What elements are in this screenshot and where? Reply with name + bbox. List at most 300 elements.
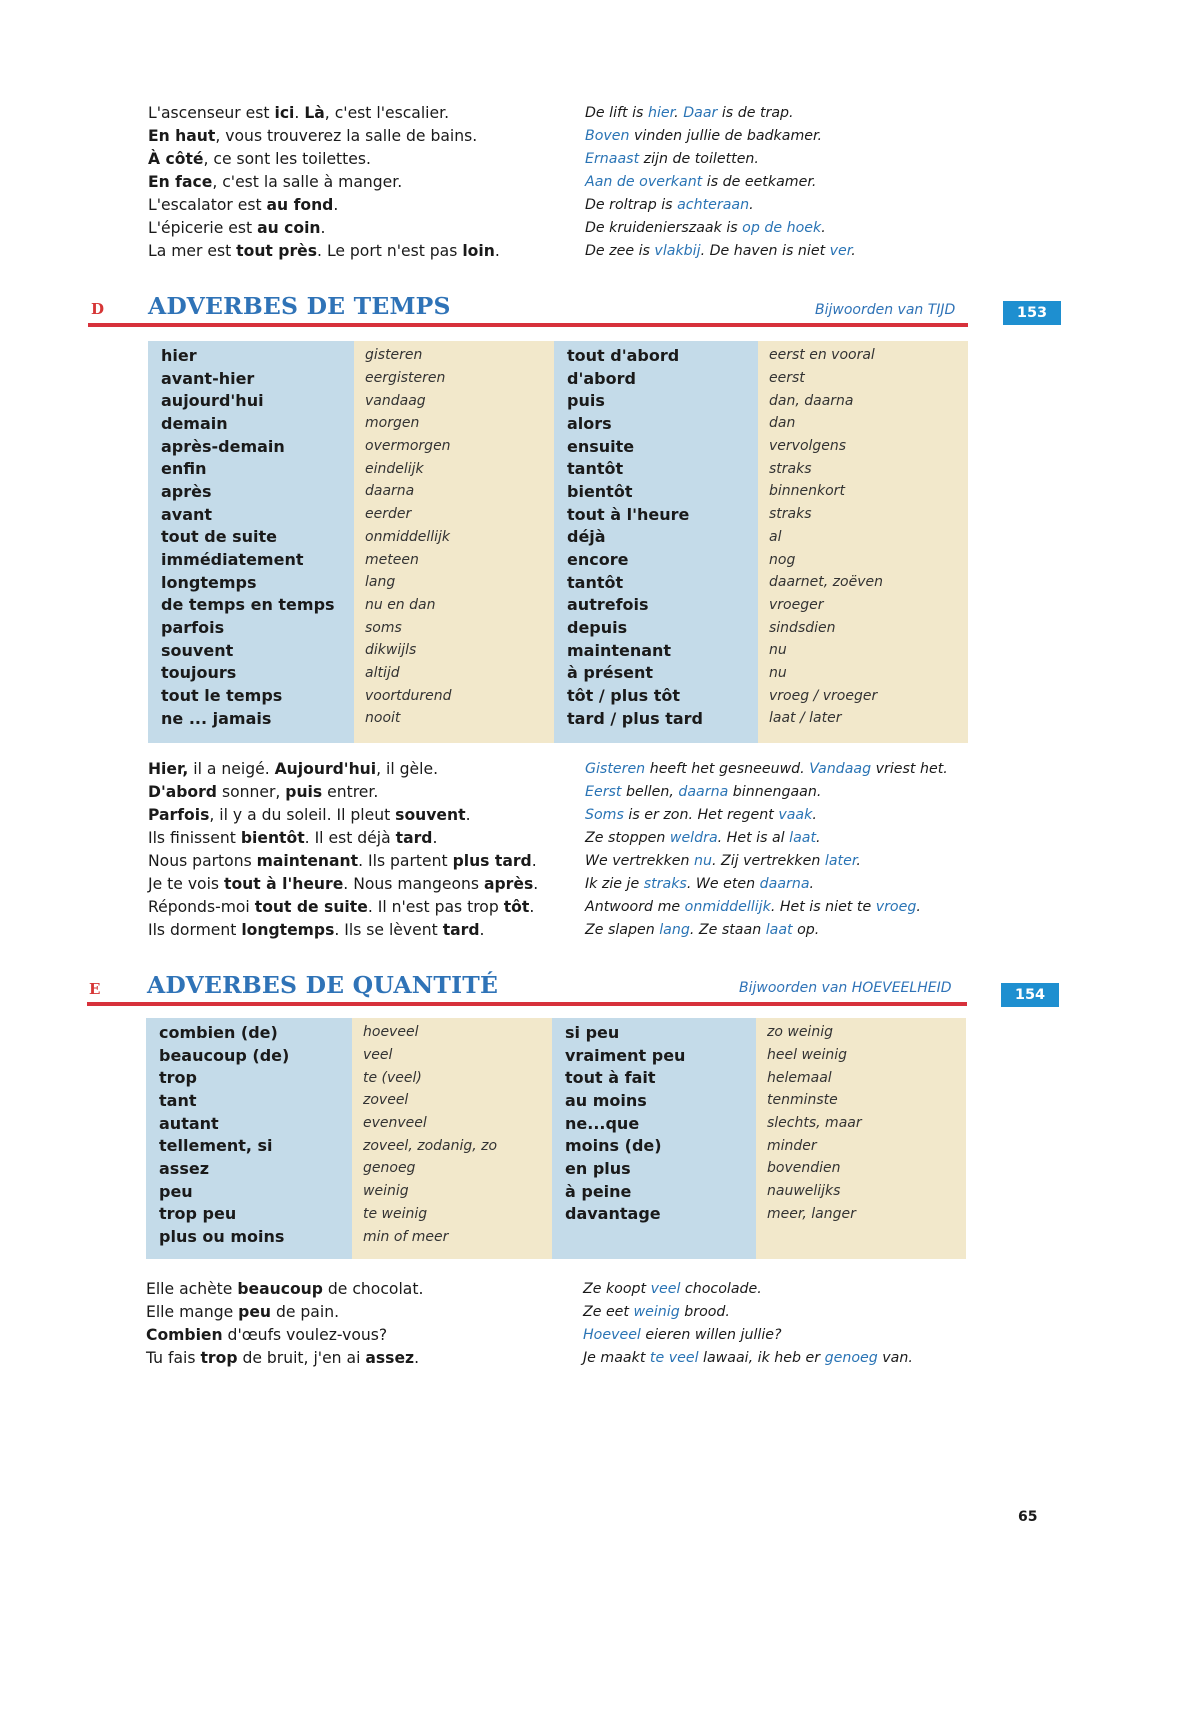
table-cell: de temps en temps — [161, 595, 335, 615]
sentence-text: . — [465, 805, 471, 824]
sentence-text: de bruit, j'en ai — [237, 1348, 366, 1367]
table-cell: soms — [365, 619, 402, 636]
quantity-table-right-fr-column — [552, 1018, 756, 1259]
dutch-translation — [583, 1304, 730, 1320]
table-cell: au moins — [565, 1090, 647, 1110]
highlighted-word: Là — [304, 103, 325, 122]
table-cell: d'abord — [567, 368, 636, 388]
highlighted-word: Combien — [146, 1325, 223, 1344]
table-cell: tantôt — [567, 459, 624, 479]
french-sentence — [146, 1280, 583, 1298]
highlighted-word: laat — [765, 921, 793, 938]
sentence-pair — [146, 1300, 966, 1323]
table-cell: meer, langer — [767, 1205, 856, 1222]
table-cell: hoeveel — [363, 1024, 419, 1041]
sentence-text: . — [320, 218, 326, 237]
sentence-text: chocolade. — [680, 1280, 762, 1297]
french-sentence — [148, 783, 585, 801]
quantity-adverbs-table — [146, 1018, 966, 1256]
highlighted-word: tout de suite — [254, 897, 368, 916]
sentence-text: . Ze staan — [689, 921, 766, 938]
sentence-text: Ils dorment — [148, 920, 242, 939]
table-cell: autrefois — [567, 595, 649, 615]
highlighted-word: lang — [659, 921, 690, 938]
table-cell: tout de suite — [161, 527, 278, 547]
table-cell: après-demain — [161, 436, 285, 456]
french-sentence — [146, 1326, 583, 1344]
quantity-table-left-fr-column — [146, 1018, 352, 1259]
table-cell: voortdurend — [365, 687, 452, 704]
table-cell: déjà — [567, 527, 606, 547]
table-cell: evenveel — [363, 1115, 427, 1132]
sentence-pair — [146, 1323, 966, 1346]
dutch-translation — [585, 853, 861, 869]
table-cell: vroeg / vroeger — [769, 687, 878, 704]
table-cell: plus ou moins — [159, 1227, 285, 1247]
table-cell: peu — [159, 1181, 193, 1201]
sentence-text: . — [812, 806, 817, 823]
time-table-left-fr-column — [148, 341, 354, 743]
sentence-pair — [146, 1277, 966, 1300]
table-cell: avant — [161, 504, 213, 524]
section-title-adverbes-de-temps: ADVERBES DE TEMPS — [148, 292, 451, 320]
table-cell: moins (de) — [565, 1136, 662, 1156]
table-cell: minder — [767, 1137, 817, 1154]
sentence-text: . — [529, 897, 535, 916]
sentence-text: De kruidenierszaak is — [585, 219, 743, 236]
sentence-text: . Le port n'est pas — [317, 241, 463, 260]
dutch-translation — [585, 128, 822, 144]
table-cell: tellement, si — [159, 1136, 273, 1156]
sentence-text: La mer est — [148, 241, 237, 260]
sentence-text: Ze stoppen — [585, 829, 670, 846]
sentence-text: Elle achète — [146, 1279, 238, 1298]
highlighted-word: au fond — [266, 195, 334, 214]
sentence-text: . Il est déjà — [304, 828, 396, 847]
highlighted-word: straks — [643, 875, 687, 892]
highlighted-word: peu — [238, 1302, 271, 1321]
table-cell: davantage — [565, 1204, 661, 1224]
highlighted-word: veel — [650, 1280, 681, 1297]
table-cell: tant — [159, 1090, 197, 1110]
sentence-text: . — [479, 920, 485, 939]
sentence-text: is er zon. Het regent — [623, 806, 779, 823]
sentence-text: Ik zie je — [585, 875, 644, 892]
highlighted-word: Boven — [585, 127, 630, 144]
french-sentence — [148, 829, 585, 847]
sentence-text: . — [294, 103, 305, 122]
dutch-translation — [585, 151, 759, 167]
highlighted-word: ver — [829, 242, 852, 259]
sentence-text: Elle mange — [146, 1302, 239, 1321]
sentence-text: De roltrap is — [585, 196, 678, 213]
table-cell: maintenant — [567, 640, 672, 660]
table-cell: eerder — [365, 506, 412, 523]
table-cell: alors — [567, 413, 612, 433]
sentence-text: . — [809, 875, 815, 892]
table-cell: tout à l'heure — [567, 504, 690, 524]
sentence-pair — [148, 101, 968, 124]
highlighted-word: onmiddellijk — [684, 898, 771, 915]
table-cell: te (veel) — [363, 1069, 422, 1086]
table-cell: tout le temps — [161, 686, 283, 706]
sentence-pair — [148, 849, 968, 872]
table-cell: dikwijls — [365, 642, 417, 659]
sentence-text: . Il n'est pas trop — [367, 897, 504, 916]
dutch-translation — [585, 220, 826, 236]
dutch-translation — [585, 197, 754, 213]
table-cell: à peine — [565, 1181, 632, 1201]
table-cell: assez — [159, 1158, 210, 1178]
table-cell: hier — [161, 345, 197, 365]
highlighted-word: Soms — [585, 806, 624, 823]
sentence-pair — [148, 780, 968, 803]
table-cell: enfin — [161, 459, 207, 479]
sentence-text: bellen, — [621, 783, 679, 800]
highlighted-word: souvent — [395, 805, 466, 824]
table-cell: straks — [769, 506, 812, 523]
table-cell: ne ... jamais — [161, 708, 272, 728]
table-cell: trop peu — [159, 1204, 237, 1224]
table-cell: daarnet, zoëven — [769, 574, 883, 591]
table-cell: morgen — [365, 415, 420, 432]
table-cell: toujours — [161, 663, 237, 683]
table-cell: trop — [159, 1068, 197, 1088]
sentence-text: . Ils se lèvent — [334, 920, 443, 939]
highlighted-word: Hoeveel — [583, 1326, 641, 1343]
table-cell: zo weinig — [767, 1024, 833, 1041]
quantity-table-left-nl-column — [352, 1018, 552, 1259]
highlighted-word: En face — [148, 172, 213, 191]
french-sentence — [146, 1303, 583, 1321]
sentence-text: . — [916, 898, 921, 915]
table-cell: tantôt — [567, 572, 624, 592]
table-cell: bovendien — [767, 1160, 841, 1177]
sentence-text: , il gèle. — [376, 759, 439, 778]
highlighted-word: te veel — [649, 1349, 699, 1366]
highlighted-word: assez — [365, 1348, 415, 1367]
highlighted-word: ici — [274, 103, 295, 122]
highlighted-word: daarna — [678, 783, 729, 800]
sentence-text: Nous partons — [148, 851, 257, 870]
highlighted-word: achteraan — [677, 196, 750, 213]
table-cell: aujourd'hui — [161, 391, 264, 411]
table-cell: genoeg — [363, 1160, 416, 1177]
table-cell: slechts, maar — [767, 1115, 862, 1132]
highlighted-word: weinig — [633, 1303, 680, 1320]
table-cell: vroeger — [769, 596, 824, 613]
french-sentence — [148, 173, 585, 191]
sentence-text: Je te vois — [148, 874, 224, 893]
dutch-translation — [583, 1350, 913, 1366]
sentence-text: . — [821, 219, 826, 236]
section-subtitle-tijd: Bijwoorden van TIJD — [815, 302, 956, 318]
sentence-text: . — [494, 241, 500, 260]
table-cell: nu — [769, 664, 787, 681]
highlighted-word: tout à l'heure — [224, 874, 344, 893]
dutch-translation — [585, 807, 817, 823]
highlighted-word: vroeg — [875, 898, 917, 915]
highlighted-word: D'abord — [148, 782, 217, 801]
highlighted-word: après — [484, 874, 534, 893]
table-cell: meteen — [365, 551, 419, 568]
french-sentence — [148, 760, 585, 778]
sentence-text: . We eten — [686, 875, 760, 892]
sentence-text: . — [533, 874, 539, 893]
french-sentence — [148, 150, 585, 168]
sentence-text: L'ascenseur est — [148, 103, 275, 122]
sentence-text: . — [531, 851, 537, 870]
sentence-text: il a neigé. — [188, 759, 275, 778]
highlighted-word: Ernaast — [585, 150, 640, 167]
time-adverbs-table — [148, 341, 968, 740]
table-cell: tard / plus tard — [567, 708, 703, 728]
sentence-pair — [148, 895, 968, 918]
highlighted-word: Aan de overkant — [585, 173, 703, 190]
highlighted-word: tout près — [236, 241, 318, 260]
french-sentence — [148, 196, 585, 214]
dutch-translation — [585, 830, 821, 846]
table-cell: nooit — [365, 710, 401, 727]
dutch-translation — [585, 876, 814, 892]
sentence-text: Tu fais — [146, 1348, 201, 1367]
dutch-translation — [585, 784, 821, 800]
sentence-text: . — [816, 829, 821, 846]
sentence-text: . Zij vertrekken — [712, 852, 825, 869]
table-cell: longtemps — [161, 572, 257, 592]
sentence-text: . Het is al — [717, 829, 790, 846]
highlighted-word: op de hoek — [742, 219, 822, 236]
section-title-adverbes-de-quantite: ADVERBES DE QUANTITÉ — [147, 971, 499, 999]
sentence-text: vriest het. — [871, 760, 948, 777]
table-cell: daarna — [365, 483, 415, 500]
section-divider-e — [87, 1002, 967, 1006]
sentence-text: L'escalator est — [148, 195, 267, 214]
highlighted-word: hier — [647, 104, 675, 121]
sentence-text: is de trap. — [717, 104, 794, 121]
highlighted-word: Eerst — [585, 783, 622, 800]
table-cell: zoveel, zodanig, zo — [363, 1137, 498, 1154]
sentence-text: . — [432, 828, 438, 847]
dutch-translation — [585, 105, 794, 121]
sentence-text: op. — [792, 921, 820, 938]
sentence-pair — [148, 124, 968, 147]
sentence-text: , il y a du soleil. Il pleut — [209, 805, 396, 824]
section-divider-d — [88, 323, 968, 327]
table-cell: gisteren — [365, 347, 423, 364]
section-number-153: 153 — [1003, 301, 1061, 325]
table-cell: dan, daarna — [769, 392, 854, 409]
table-cell: tout d'abord — [567, 345, 680, 365]
table-cell: combien (de) — [159, 1022, 278, 1042]
sentence-pair — [148, 757, 968, 780]
table-cell: parfois — [161, 618, 225, 638]
highlighted-word: puis — [285, 782, 323, 801]
highlighted-word: En haut — [148, 126, 216, 145]
sentence-text: binnengaan. — [728, 783, 822, 800]
table-cell: depuis — [567, 618, 628, 638]
highlighted-word: longtemps — [241, 920, 335, 939]
highlighted-word: maintenant — [256, 851, 359, 870]
table-cell: vraiment peu — [565, 1045, 686, 1065]
sentence-text: Ze slapen — [585, 921, 660, 938]
sentence-pair — [148, 826, 968, 849]
table-cell: nu — [769, 642, 787, 659]
sentence-text: Ze koopt — [583, 1280, 651, 1297]
dutch-translation — [585, 243, 856, 259]
table-cell: eerst — [769, 370, 805, 387]
highlighted-word: tard — [395, 828, 433, 847]
french-sentence — [148, 242, 585, 260]
sentence-text: , c'est la salle à manger. — [212, 172, 403, 191]
highlighted-word: laat — [789, 829, 817, 846]
highlighted-word: daarna — [759, 875, 810, 892]
french-sentence — [148, 852, 585, 870]
table-cell: ne...que — [565, 1113, 640, 1133]
sentence-text: . — [856, 852, 861, 869]
sentence-text: entrer. — [322, 782, 379, 801]
table-cell: beaucoup (de) — [159, 1045, 290, 1065]
table-cell: après — [161, 481, 212, 501]
table-cell: eerst en vooral — [769, 347, 875, 364]
table-cell: dan — [769, 415, 796, 432]
french-sentence — [148, 875, 585, 893]
french-sentence — [148, 806, 585, 824]
table-cell: bientôt — [567, 481, 633, 501]
table-cell: en plus — [565, 1158, 631, 1178]
table-cell: veel — [363, 1047, 393, 1064]
highlighted-word: Parfois — [148, 805, 210, 824]
table-cell: overmorgen — [365, 438, 451, 455]
highlighted-word: Daar — [683, 104, 718, 121]
table-cell: altijd — [365, 664, 400, 681]
sentence-pair — [148, 193, 968, 216]
sentence-text: Ze eet — [583, 1303, 634, 1320]
quantity-table-right-nl-column — [756, 1018, 966, 1259]
sentence-pair — [148, 239, 968, 262]
top-sentence-block — [148, 101, 968, 262]
table-cell: min of meer — [363, 1228, 449, 1245]
sentence-text: zijn de toiletten. — [639, 150, 759, 167]
table-cell: encore — [567, 550, 629, 570]
table-cell: heel weinig — [767, 1047, 848, 1064]
french-sentence — [148, 898, 585, 916]
sentence-text: . — [851, 242, 856, 259]
section-number-154: 154 — [1001, 983, 1059, 1007]
table-cell: lang — [365, 574, 396, 591]
highlighted-word: vlakbij — [654, 242, 701, 259]
highlighted-word: À côté — [148, 149, 204, 168]
page-number: 65 — [1018, 1509, 1038, 1525]
highlighted-word: Vandaag — [809, 760, 872, 777]
table-cell: autant — [159, 1113, 219, 1133]
sentence-text: , c'est l'escalier. — [324, 103, 450, 122]
table-cell: laat / later — [769, 710, 842, 727]
french-sentence — [148, 127, 585, 145]
sentence-text: lawaai, ik heb er — [698, 1349, 825, 1366]
section-subtitle-hoeveelheid: Bijwoorden van HOEVEELHEID — [739, 980, 952, 996]
table-cell: te weinig — [363, 1205, 428, 1222]
sentence-text: Antwoord me — [585, 898, 685, 915]
french-sentence — [148, 104, 585, 122]
table-cell: al — [769, 528, 782, 545]
highlighted-word: bientôt — [240, 828, 305, 847]
table-cell: immédiatement — [161, 550, 304, 570]
table-cell: helemaal — [767, 1069, 832, 1086]
highlighted-word: plus tard — [452, 851, 532, 870]
table-cell: nu en dan — [365, 596, 436, 613]
table-cell: ensuite — [567, 436, 635, 456]
french-sentence — [146, 1349, 583, 1367]
sentence-text: brood. — [679, 1303, 730, 1320]
sentence-pair — [148, 918, 968, 941]
highlighted-word: tôt — [503, 897, 530, 916]
table-cell: sindsdien — [769, 619, 836, 636]
dutch-translation — [585, 899, 921, 915]
sentence-pair — [148, 803, 968, 826]
table-cell: nog — [769, 551, 796, 568]
french-sentence — [148, 921, 585, 939]
sentence-text: . — [333, 195, 339, 214]
sentence-pair — [146, 1346, 966, 1369]
sentence-text: , vous trouverez la salle de bains. — [215, 126, 478, 145]
highlighted-word: genoeg — [824, 1349, 878, 1366]
sentence-text: van. — [877, 1349, 913, 1366]
table-cell: eergisteren — [365, 370, 446, 387]
highlighted-word: au coin — [257, 218, 321, 237]
table-cell: tenminste — [767, 1092, 838, 1109]
time-examples-block — [148, 757, 968, 941]
sentence-text: . — [414, 1348, 420, 1367]
highlighted-word: Hier, — [148, 759, 189, 778]
highlighted-word: loin — [462, 241, 495, 260]
section-letter-d: D — [91, 300, 105, 318]
sentence-pair — [148, 170, 968, 193]
time-table-right-fr-column — [554, 341, 758, 743]
table-cell: demain — [161, 413, 228, 433]
sentence-text: De zee is — [585, 242, 655, 259]
sentence-pair — [148, 872, 968, 895]
sentence-text: de chocolat. — [322, 1279, 424, 1298]
sentence-text: De lift is — [585, 104, 648, 121]
table-cell: tout à fait — [565, 1068, 656, 1088]
table-cell: si peu — [565, 1022, 620, 1042]
table-cell: souvent — [161, 640, 234, 660]
sentence-pair — [148, 147, 968, 170]
highlighted-word: trop — [200, 1348, 238, 1367]
sentence-text: L'épicerie est — [148, 218, 258, 237]
sentence-text: d'œufs voulez-vous? — [222, 1325, 388, 1344]
table-cell: onmiddellijk — [365, 528, 451, 545]
sentence-text: vinden jullie de badkamer. — [629, 127, 823, 144]
table-cell: avant-hier — [161, 368, 255, 388]
highlighted-word: vaak — [778, 806, 813, 823]
sentence-text: is de eetkamer. — [702, 173, 817, 190]
sentence-pair — [148, 216, 968, 239]
highlighted-word: Aujourd'hui — [274, 759, 377, 778]
table-cell: zoveel — [363, 1092, 409, 1109]
sentence-text: . — [674, 104, 684, 121]
sentence-text: , ce sont les toilettes. — [203, 149, 371, 168]
highlighted-word: weldra — [669, 829, 718, 846]
sentence-text: heeft het gesneeuwd. — [645, 760, 810, 777]
dutch-translation — [583, 1327, 782, 1343]
sentence-text: Ils finissent — [148, 828, 241, 847]
table-cell: binnenkort — [769, 483, 845, 500]
sentence-text: . — [749, 196, 754, 213]
highlighted-word: Gisteren — [585, 760, 646, 777]
dutch-translation — [585, 922, 819, 938]
